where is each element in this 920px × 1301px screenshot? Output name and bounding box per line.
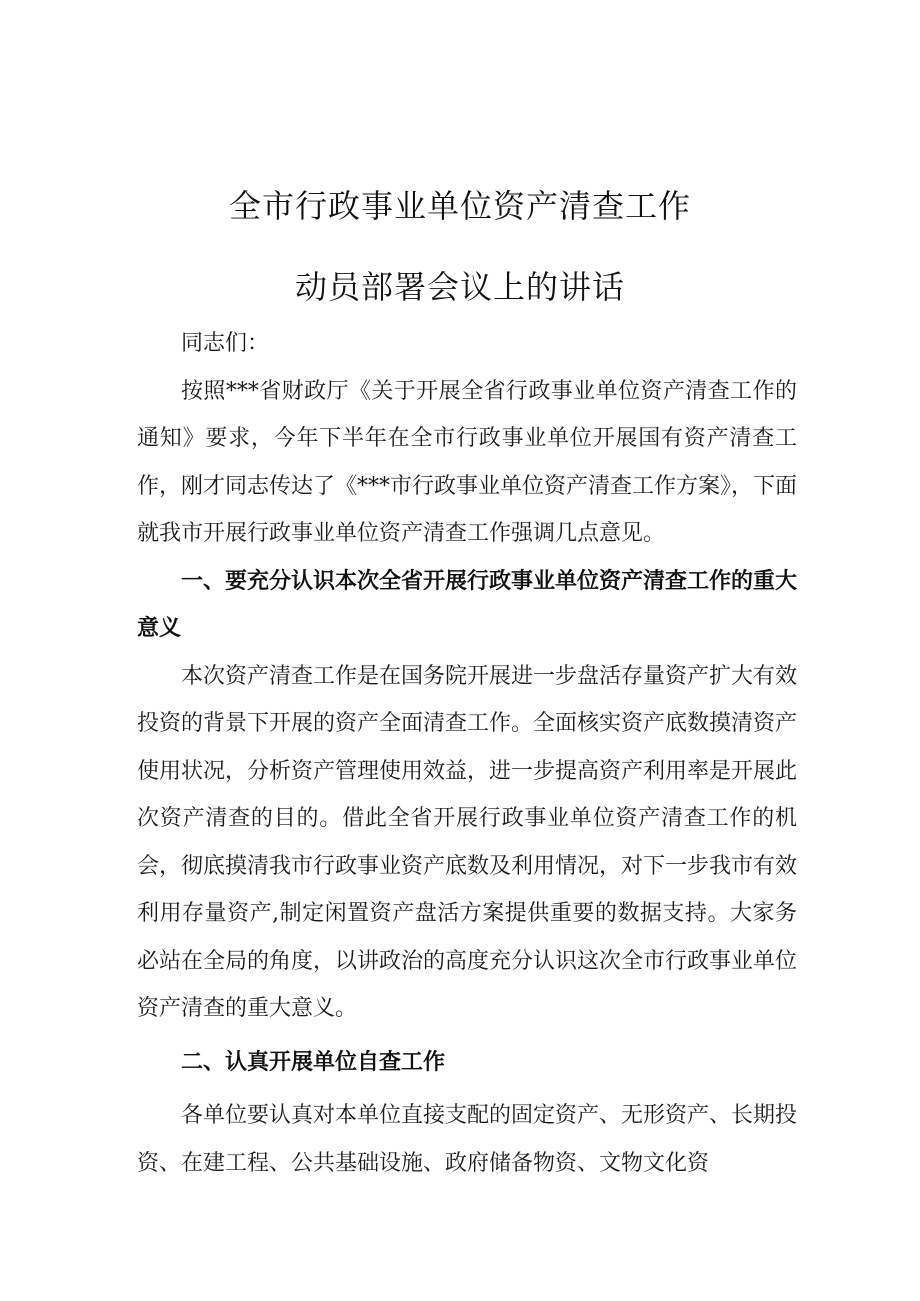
section-2-heading: 二、认真开展单位自查工作 [181, 1049, 446, 1075]
section-2-paragraph: 各单位要认真对本单位直接支配的固定资产、无形资产、长期投资、在建工程、公共基础设施、政府储备物资、文物文化资 [137, 1103, 798, 1176]
section-1-paragraph: 本次资产清查工作是在国务院开展进一步盘活存量资产扩大有效投资的背景下开展的资产全面清查工作。全面核实资产底数摸清资产使用状况，分析资产管理使用效益，进一步提高资产利用率是开展此次资产清查的目的。借此全省开展行政事业单位资产清查工作的机会，彻底摸清我市行政事业资产底数及利用情况，对下一步我市有效利用存量资产,制定闲置资产盘活方案提供重要的数据支持。大家务必站在全局的角度，以讲政治的高度充分认识这次全市行政事业单位资产清查的重大意义。 [137, 663, 798, 1021]
intro-paragraph: 按照***省财政厅《关于开展全省行政事业单位资产清查工作的通知》要求，今年下半年在全市行政事业单位开展国有资产清查工作，刚才同志传达了《***市行政事业单位资产清查工作方案》，下面就我市开展行政事业单位资产清查工作强调几点意见。 [137, 378, 798, 546]
salutation: 同志们： [181, 331, 270, 356]
document-title-line-2: 动员部署会议上的讲话 [294, 268, 625, 306]
section-1-heading: 一、要充分认识本次全省开展行政事业单位资产清查工作的重大意义 [137, 568, 798, 641]
document-title-line-1: 全市行政事业单位资产清查工作 [228, 187, 691, 225]
document-body [137, 320, 797, 1187]
